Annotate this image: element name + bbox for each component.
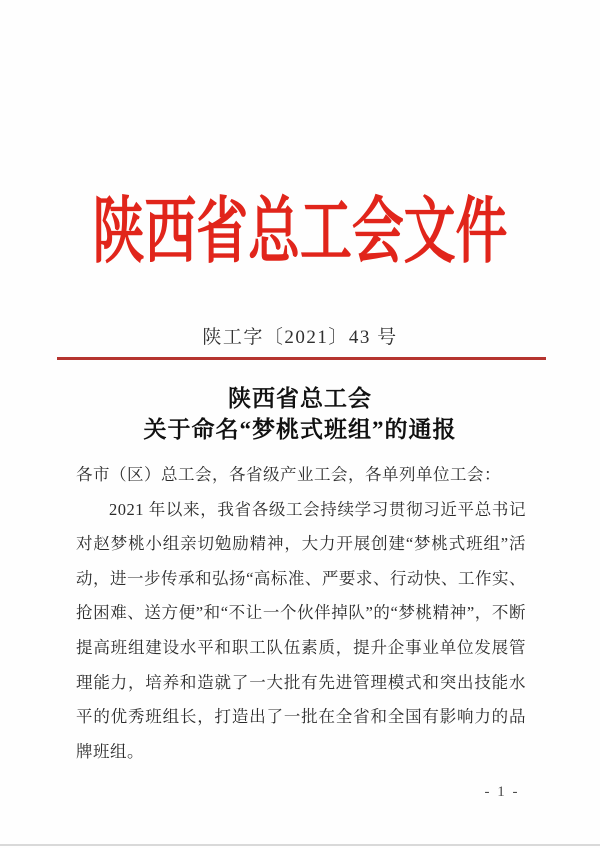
body-paragraph: 2021 年以来，我省各级工会持续学习贯彻习近平总书记对赵梦桃小组亲切勉励精神，大力开展创建“梦桃式班组”活动，进一步传承和弘扬“高标准、严要求、行动快、工作实、抢困难、送方便”和“不让一个伙伴掉队”的“梦桃精神”，不断提高班组建设水平和职工队伍素质，提升企事业单位发展管理能力，培养和造就了一大批有先进管理模式和突出技能水平的优秀班组长，打造出了一批在全省和全国有影响力的品牌班组。 — [76, 499, 526, 761]
salutation-line: 各市（区）总工会，各省级产业工会，各单列单位工会： — [76, 465, 501, 484]
notice-title-line2: 关于命名“梦桃式班组”的通报 — [143, 417, 457, 442]
scan-bottom-edge — [0, 844, 600, 846]
red-header-title: 陕西省总工会文件 — [92, 192, 508, 272]
notice-title — [0, 383, 600, 445]
page-number: - 1 - — [484, 784, 520, 800]
red-divider-line — [57, 357, 546, 360]
document-number: 陕工字〔2021〕43 号 — [202, 327, 398, 348]
notice-title-line1: 陕西省总工会 — [228, 386, 372, 411]
notice-body — [76, 458, 526, 769]
